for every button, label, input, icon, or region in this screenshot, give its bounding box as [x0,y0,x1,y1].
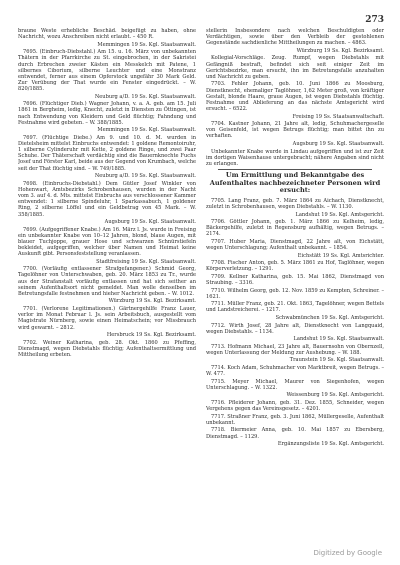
signature-line: Landshut 19 Ss. Kgl. Staatsanwalt. [293,336,384,343]
notice-paragraph: 7697. (Flüchtige Diebe.) Am 9. und 10. d. M. wurden in Dietelsheim mittelst Einbruchs entwendet: 1 goldene Remontoiruhr, 1 silberne Cylinderuhr mit Kette, 2 goldene Ringe, und zwei Paar Schuhe. Der Thäterschaft verdächtig sind die Bauernknechte Fuchs Josef und Förster Karl, beide aus der Gegend von Krumbach, welche seit der That flüchtig sind. – W. 749/1885. [18,134,196,172]
notice-paragraph: 7714. Koch Adam, Schuhmacher von Marktbreit, wegen Betrugs. – W. 477. [206,365,384,378]
notice-paragraph: 7707. Huber Maria, Dienstmagd, 22 Jahre alt, von Eichstätt, wegen Unterschlagung; Aufenthalt unbekannt. – 1854. [206,238,384,252]
signature-line: Memmingen 19 Ss. Kgl. Staatsanwalt. [97,127,196,134]
signature-line: Weissenburg 19 Ss. Kgl. Amtsgericht. [286,392,384,399]
signature-line: Neuburg a/D. 19 Ss. Kgl. Staatsanwalt. [94,173,196,180]
continued-paragraph: stellerin Insbesondere nach welchen Beschuldigten oder Verdächtigen, sowie über den Verbleib der gestohlenen Gegenstände sachdienliche Mittheilungen zu machen. – 4863. [206,28,384,47]
page-header [18,12,384,28]
signature-line: Würzburg 19 Ss. Kgl. Bezirksamt. [296,47,384,54]
notice-paragraph: 7702. Weiner Katharina, geb. 28. Okt. 1860 zu Pfeffing, Dienstmagd, wegen Diebstahls flüchtig; Aufenthaltsermittlung und Mittheilung erbeten. [18,339,196,358]
notice-paragraph: 7705. Lang Franz, geb. 7. März 1864 zu Aichach, Dienstknecht, zuletzt in Schrobenhausen, wegen Diebstahls. – W. 1130. [206,197,384,210]
signature-line: Landshut 19 Ss. Kgl. Amtsgericht. [295,211,384,218]
right-column [206,28,384,548]
signature-line: Eichstätt 19 Ss. Kgl. Amtsrichter. [297,252,384,259]
signature-line: Ergänzungsliste 19 Ss. Kgl. Amtsgericht. [277,441,384,448]
notice-paragraph: 7701. (Verlorene Legitimationen.) Gärtnergehilfe Franz Lauer, verlor im Monat Februar l. Js. sein Arbeitsbuch, ausgestellt vom Magistrate Nürnberg, sowie einen Heimatschein; vor Missbrauch wird gewarnt. – 2812. [18,306,196,331]
signature-line: Memmingen 19 Ss. Kgl. Staatsanwalt. [97,41,196,48]
signature-line: Neuburg a/D. 19 Ss. Kgl. Staatsanwalt. [94,93,196,100]
notice-paragraph: 7708. Fischer Anton, geb. 5. März 1861 zu Hof, Taglöhner, wegen Körperverletzung. – 1291. [206,260,384,273]
page-number: 273 [365,15,384,25]
notice-paragraph: 7706. Göttler Johann, geb. 1. März 1866 zu Kelheim, ledig, Bäckergehilfe, zuletzt in Regensburg aufhältig, wegen Betrugs. – 2174. [206,219,384,238]
notice-paragraph: 7695. (Einbruch-Diebstahl.) Am 15. u. 16. März von unbekannten Thätern in der Pfarrkirche zu St. eingebrochen, in der Sakristei durch Erbrechen zweier Kästen ein Messkelch mit Patene, 1 silbernes Ciborium, silberne Leuchter und eine Monstranz entwendet, ferner aus einem Opferstock ungefähr 30 Mark Geld. Zur Verübung der That wurde ein Fenster eingedrückt. – W. 820/1885. [18,49,196,93]
notice-paragraph: 7696. (Flüchtiger Dieb.) Wagner Johann, v. a. A. geb. am 15. Juli 1861 in Bergheim, ledig, Knecht, zuletzt in Diensten zu Öttingen, ist nach Entwendung von Kleidern und Geld flüchtig; Fahndung und Festnahme wird gebeten. – W. 388/1885. [18,101,196,126]
text-columns [18,28,384,548]
signature-line: Traunstein 19 Ss. Kgl. Staatsanwalt. [289,357,384,364]
notice-paragraph: Kollegial-Vorschläge. Zeug. Rumpf, wegen Diebstahls mit Gefängniß bestraft, befindet sich seit einiger Zeit im Gerichtsbezirke, man ersucht, ihn im Betretungsfalle anzuhalten und Nachricht zu geben. [206,55,384,80]
notice-paragraph: 7698. (Einbruchs-Diebstahl.) Dem Gütler Josef Winkler von Hohenwart, Amtsbezirks Schrobenhausen, wurden in der Nacht vom 3. auf 4. d. Mts. mittelst Einbruchs aus verschlossener Kammer entwendet: 1 silberne Spindeluhr, 1 Sparkassabuch, 1 goldener Ring, 2 silberne Löffel und ein Geldbetrag von 45 Mark. – W. 358/1885. [18,180,196,218]
notice-paragraph: 7709. Kellner Katharina, geb. 15. Mai 1862, Dienstmagd von Straubing. – 3316. [206,273,384,287]
signature-line: Freising 19 Ss. Staatsanwaltschaft. [292,113,384,120]
notice-paragraph: 7700. (Vorläufig entlassener Strafgefangener.) Schmid Georg, Tagelöhner von Unterschwaben, geb. 20. März 1853 zu Tr., wurde aus der Strafanstalt vorläufig entlassen und hat sich seither an seinem Aufenthaltsort nicht gemeldet. Man wolle denselben im Betretungsfalle festnehmen und hieher Nachricht geben. – W. 1012. [18,266,196,297]
notice-paragraph: 7718. Biermeier Anna, geb. 10. Mai 1857 zu Ebersberg, Dienstmagd. – 1129. [206,427,384,440]
continued-paragraph: braune Weste erhebliche Beschäd. beigefügt zu haben, ohne Nachricht, wozu Anschreiben nicht erlaubt. – 450 R. [18,28,196,41]
signature-line: Augsburg 19 Ss. Kgl. Staatsanwalt. [292,141,384,147]
signature-line: Würzburg 19 Ss. Kgl. Bezirksamt. [108,298,196,305]
notice-paragraph: 7699. (Aufgegriffener Knabe.) Am 16. März l. Js. wurde in Freising ein unbekannter Knabe von 10–12 Jahren, blond, blaue Augen, mit blauer Tuchjoppe, grauer Hose und schwarzen Schnürstiefeln bekleidet, aufgegriffen, welcher über Namen und Heimat keine Auskunft gibt. Personsfeststellung veranlassen. [18,226,196,258]
signature-line: Schwabmünchen 19 Ss. Kgl. Amtsgericht. [275,314,384,321]
left-column [18,28,196,548]
signature-line: Augsburg 19 Ss. Kgl. Staatsanwalt. [104,219,196,226]
google-watermark: Digitized by Google [313,549,382,557]
notice-paragraph: 7710. Wilhelm Georg, geb. 12. Nov. 1859 zu Kempten, Schreiner. – 1621. [206,287,384,300]
notice-paragraph: 7712. Wirth Josef, 28 Jahre alt, Dienstknecht von Langquaid, wegen Diebstahls. – 1134. [206,322,384,335]
notice-paragraph: 7703. Fehler Johann, geb. 10. Juni 1866 zu Moosburg, Dienstknecht, ehemaliger Taglöhner, 1,62 Meter groß, von kräftiger Gestalt, blonde Haare, graue Augen, ist wegen Diebstahls flüchtig. Festnahme und Ablieferung an das nächste Amtsgericht wird ersucht. – 6522. [206,81,384,113]
notice-paragraph: 7704. Kastner Johann, 21 Jahre alt, ledig, Schuhmachergeselle von Geisenfeld, ist wegen Betrugs flüchtig; man bittet ihn zu verhaften. [206,121,384,140]
section-heading: Um Ermittlung und Bekanntgabe des Aufenthaltes nachbezeichneter Personen wird ersucht: [209,171,381,195]
notice-paragraph: Unbekannter Knabe wurde in Lindau aufgegriffen und ist zur Zeit im dortigen Waisenhause untergebracht; nähere Angaben sind nicht zu erlangen. [206,148,384,167]
notice-paragraph: 7716. Pfleiderer Johann, geb. 31. Dez. 1855, Schneider, wegen Vergehens gegen das Vereinsgesetz. – 4201. [206,399,384,413]
notice-paragraph: 7713. Hofmann Michael, 23 Jahre alt, Bauernsohn von Obernzell, wegen Unterlassung der Meldung zur Aushebung. – W. 188. [206,343,384,356]
section-divider [218,169,372,170]
notice-paragraph: 7711. Müller Franz, geb. 21. Okt. 1863, Tagelöhner, wegen Bettels und Landstreicherei. – 1217. [206,301,384,314]
notice-paragraph: 7715. Meyer Michael, Maurer von Siegenhofen, wegen Unterschlagung. – W. 1322. [206,378,384,391]
signature-line: Stadtfreising 19 Ss. Kgl. Staatsanwalt. [96,258,196,265]
signature-line: Hersbruck 19 Ss. Kgl. Bezirksamt. [106,332,196,339]
notice-paragraph: 7717. Straßner Franz, geb. 3. Juni 1862, Müllergeselle, Aufenthalt unbekannt. [206,413,384,426]
